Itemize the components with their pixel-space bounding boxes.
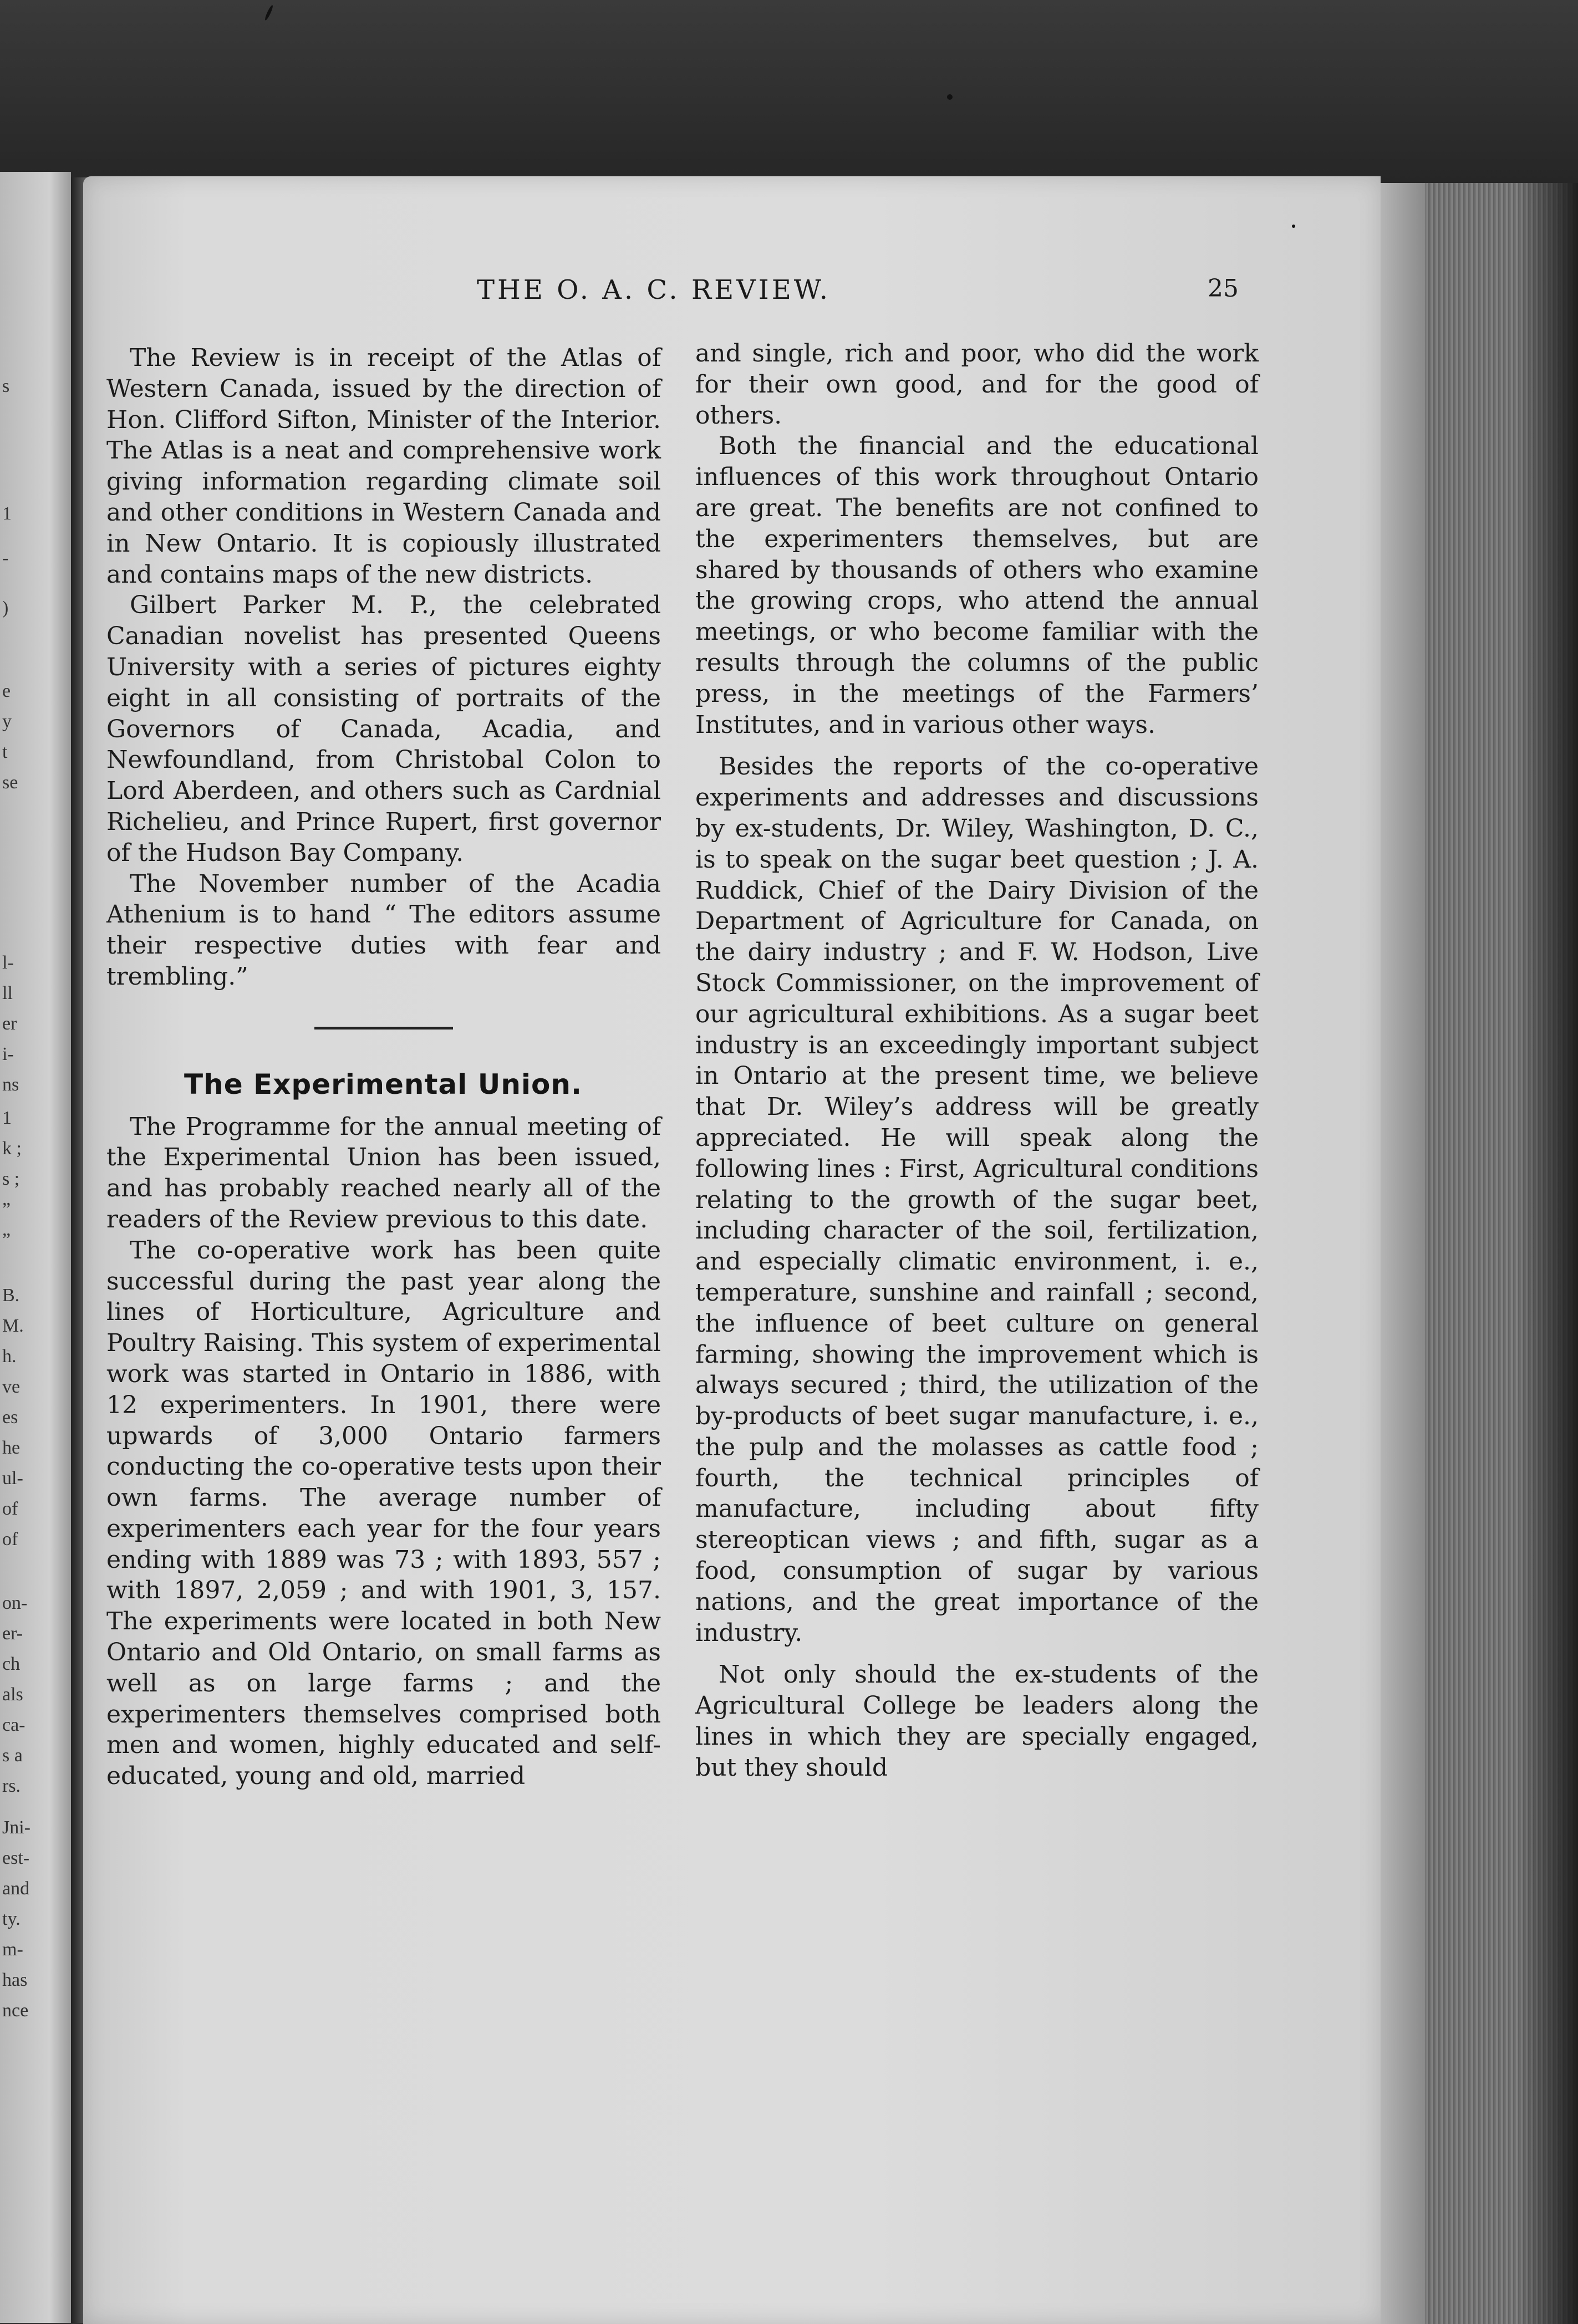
fragment: er (2, 1013, 17, 1034)
page-block-edges (1381, 183, 1578, 2324)
paragraph: Not only should the ex-students of the Agricultural College be leaders along the lines in which they are specially engaged, but they should (695, 1660, 1259, 1782)
paragraph: The November number of the Acadia Athenium is to hand “ The editors assume their respective duties with fear and trembling.” (106, 869, 661, 991)
fragment: ” (2, 1230, 11, 1250)
right-column (695, 338, 1259, 1783)
fragment: est- (2, 1848, 30, 1868)
fragment: he (2, 1438, 21, 1458)
fragment: has (2, 1970, 28, 1990)
fragment: m- (2, 1939, 23, 1960)
fragment: 1 (2, 503, 12, 524)
dust-mark (947, 94, 953, 100)
fragment: h. (2, 1346, 17, 1367)
fragment: of (2, 1529, 18, 1550)
paragraph: The Review is in receipt of the Atlas of Western Canada, issued by the direction of Hon. Clifford Sifton, Minister of the Interior. The Atlas is a neat and comprehensive work giving information regarding climate soil and other conditions in Western Canada and in New Ontario. It is copiously illustrated and contains maps of the new districts. (106, 344, 661, 589)
paragraph: The Programme for the annual meeting of the Experimental Union has been issued, and has probably reached nearly all of the readers of the Review previous to this date. (106, 1112, 661, 1234)
fragment: on- (2, 1593, 28, 1613)
fragment: Jni- (2, 1817, 30, 1838)
fragment: es (2, 1407, 18, 1428)
backdrop (0, 0, 1578, 183)
previous-page-edge (0, 172, 71, 2323)
fragment: 1 (2, 1108, 12, 1128)
paragraph: The co-operative work has been quite successful during the past year along the lines of Horticulture, Agriculture and Poultry Raising. This system of experimental work was started in Ontario in 1886, with 12 experimenters. In 1901, there were upwards of 3,000 Ontario farmers conducting the co-operative tests upon their own farms. The average number of experimenters each year for the four years ending with 1889 was 73 ; with 1893, 557 ; with 1897, 2,059 ; and with 1901, 3, 157. The experiments were located in both New Ontario and Old Ontario, on small farms as well as on large farms ; and the experimenters themselves comprised both men and women, highly educated and self-educated, young and old, married (106, 1236, 661, 1791)
fragment: ” (2, 1199, 11, 1220)
fragment: and (2, 1878, 30, 1899)
fragment: k ; (2, 1138, 22, 1159)
section-divider (314, 1027, 453, 1030)
running-head: THE O. A. C. REVIEW. (477, 274, 831, 305)
fragment: s (2, 376, 10, 396)
fragment: M. (2, 1316, 24, 1336)
fragment: - (2, 548, 9, 568)
fragment: s a (2, 1745, 23, 1766)
fragment: e (2, 681, 11, 701)
fragment: of (2, 1499, 18, 1519)
paragraph: Besides the reports of the co-operative experiments and addresses and discussions by ex-students, Dr. Wiley, Washington, D. C., is to speak on the sugar beet question ; J. A. Ruddick, Chief of the Dairy Division of the Department of Agriculture for Canada, on the dairy industry ; and F. W. Hodson, Live Stock Commissioner, on the improvement of our agricultural exhibitions. As a sugar beet industry is an exceedingly important subject in Ontario at the present time, we believe that Dr. Wiley’s address will be greatly appreciated. He will speak along the following lines : First, Agricultural conditions relating to the growth of the sugar beet, including character of the soil, fertilization, and especially climatic environment, i. e., temperature, sunshine and rainfall ; second, the influence of beet culture on general farming, showing the improvement which is always secured ; third, the utilization of the by-products of beet sugar manufacture, i. e., the pulp and the molasses as cattle food ; fourth, the technical principles of manufacture, including about fifty stereoptican views ; and fifth, sugar as a food, consumption of sugar by various nations, and the great importance of the industry. (695, 752, 1259, 1647)
paragraph: Both the financial and the educational influences of this work throughout Ontario are great. The benefits are not confined to the experimenters themselves, but are shared by thousands of others who examine the growing crops, who attend the annual meetings, or who become familiar with the results through the columns of the public press, in the meetings of the Farmers’ Institutes, and in various other ways. (695, 432, 1259, 739)
fragment: ty. (2, 1909, 21, 1929)
fragment: i- (2, 1044, 14, 1064)
fragment: als (2, 1684, 23, 1705)
fragment: t (2, 742, 8, 762)
paragraph: and single, rich and poor, who did the work for their own good, and for the good of others. (695, 339, 1259, 430)
fragment: l- (2, 952, 14, 973)
left-column (106, 343, 661, 1792)
fragment: ve (2, 1377, 21, 1397)
fragment: s ; (2, 1169, 20, 1189)
dust-mark (1292, 225, 1295, 228)
fragment: B. (2, 1285, 20, 1306)
fragment: nce (2, 2000, 29, 2021)
fragment: ca- (2, 1715, 26, 1735)
section-heading: The Experimental Union. (184, 1068, 582, 1100)
fragment: ) (2, 598, 9, 618)
fragment: y (2, 711, 12, 732)
page-number: 25 (1208, 274, 1239, 303)
fragment: se (2, 772, 18, 793)
fragment: ul- (2, 1468, 23, 1489)
fragment: rs. (2, 1776, 21, 1796)
fragment: er- (2, 1623, 23, 1644)
fragment: ll (2, 983, 13, 1003)
paragraph: Gilbert Parker M. P., the celebrated Canadian novelist has presented Queens University with a series of pictures eighty eight in all consisting of portraits of the Governors of Canada, Acadia, and Newfoundland, from Christobal Colon to Lord Aberdeen, and others such as Cardnial Richelieu, and Prince Rupert, first governor of the Hudson Bay Company. (106, 591, 661, 867)
fragment: ch (2, 1654, 21, 1674)
fragment: ns (2, 1074, 19, 1095)
